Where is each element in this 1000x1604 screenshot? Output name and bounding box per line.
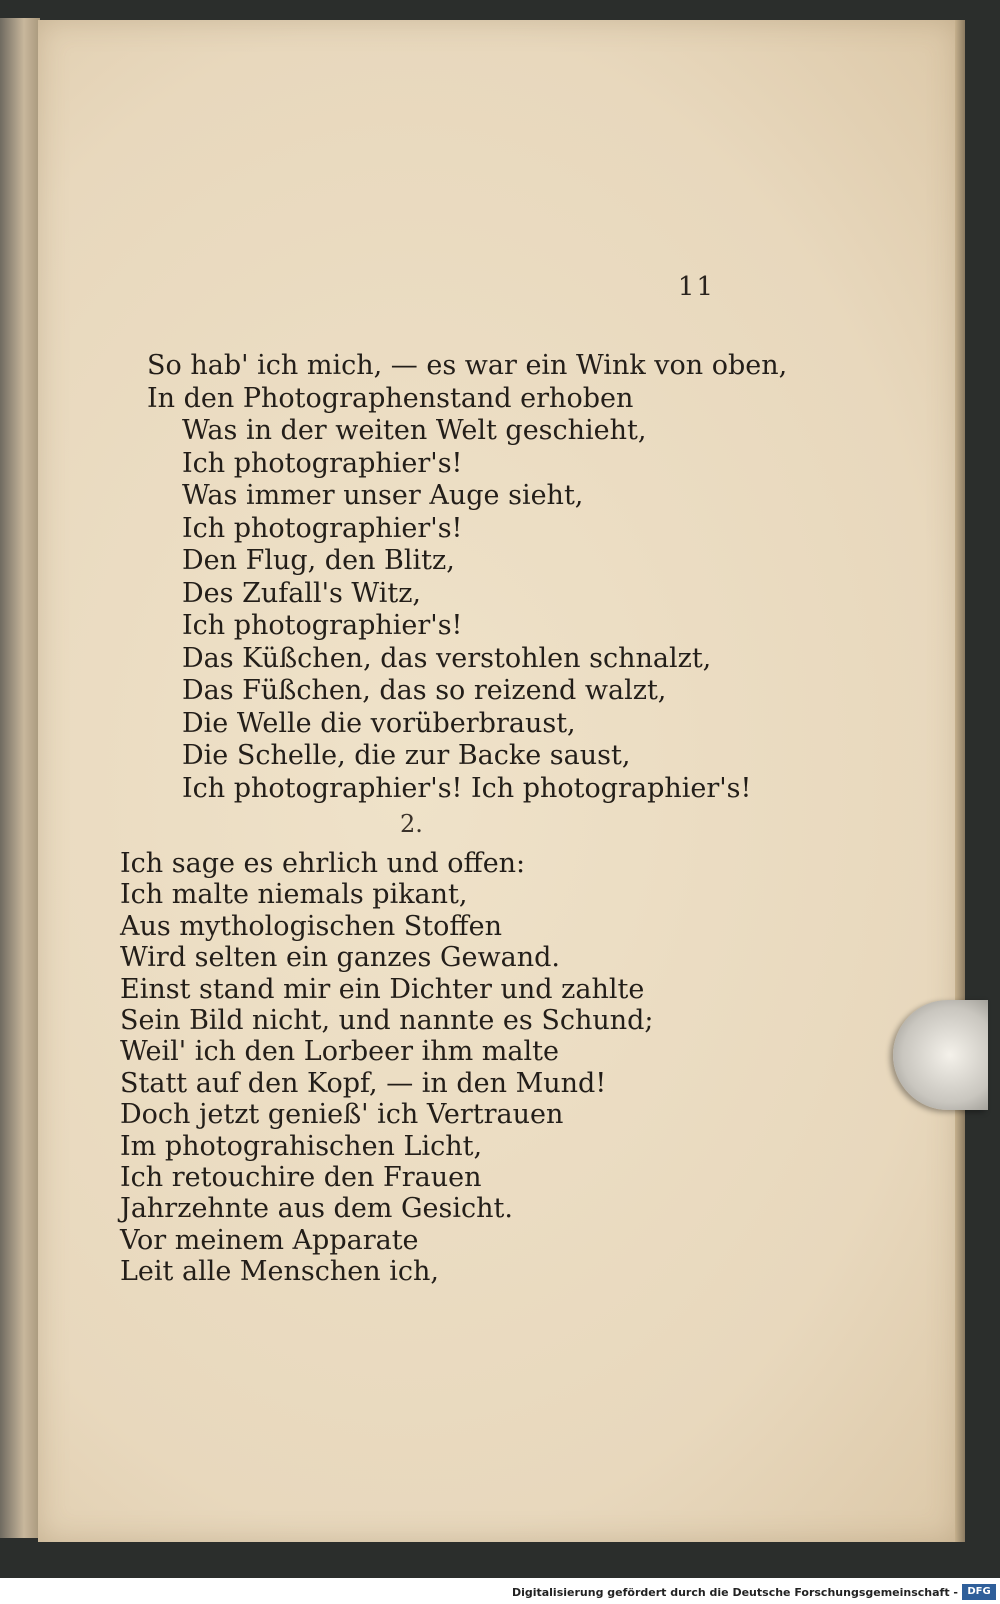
footer-credit: Digitalisierung gefördert durch die Deutsche Forschungsgemeinschaft - [511, 1586, 958, 1599]
poem-line: Sein Bild nicht, und nannte es Schund; [120, 1005, 654, 1037]
poem-line: Ich photographier's! [182, 610, 463, 641]
poem-line: Einst stand mir ein Dichter und zahlte [120, 973, 645, 1005]
poem-line: Ich retouchire den Frauen [120, 1162, 482, 1194]
poem-line: Ich malte niemals pikant, [120, 879, 468, 911]
poem-line: Im photograhischen Licht, [120, 1130, 483, 1162]
poem-line: Leit alle Menschen ich, [120, 1256, 439, 1288]
poem-line: Des Zufall's Witz, [182, 577, 422, 609]
stanza-1 [147, 350, 787, 805]
poem-line: Das Küßchen, das verstohlen schnalzt, [182, 642, 712, 674]
poem-line: So hab' ich mich, — es war ein Wink von oben, [147, 350, 788, 381]
poem-line: Die Welle die vorüberbraust, [182, 707, 576, 739]
footer-bar [0, 1578, 1000, 1604]
poem-line: Was in der weiten Welt geschieht, [182, 415, 647, 446]
poem-line: Ich photographier's! [182, 512, 463, 544]
poem-line: Ich sage es ehrlich und offen: [120, 848, 526, 879]
poem-line: Weil' ich den Lorbeer ihm malte [120, 1036, 559, 1068]
poem-line: Ich photographier's! Ich photographier's! [182, 772, 752, 804]
poem-line: Aus mythologischen Stoffen [120, 910, 502, 942]
poem-line: Ich photographier's! [182, 447, 463, 479]
poem-line: Den Flug, den Blitz, [182, 545, 455, 576]
stanza-2 [120, 848, 654, 1288]
poem-line: Was immer unser Auge sieht, [182, 480, 584, 511]
section-number: 2. [400, 810, 423, 838]
page-edge-right [955, 20, 965, 1542]
page-number: 11 [677, 272, 715, 302]
adjacent-page-edge [0, 18, 40, 1538]
poem-line: Das Füßchen, das so reizend walzt, [182, 675, 667, 706]
poem-line: Jahrzehnte aus dem Gesicht. [120, 1193, 513, 1225]
poem-line: In den Photographenstand erhoben [147, 382, 634, 414]
dfg-logo: DFG [962, 1584, 996, 1600]
poem-line: Statt auf den Kopf, — in den Mund! [120, 1067, 607, 1099]
poem-line: Doch jetzt genieß' ich Vertrauen [120, 1099, 564, 1131]
poem-line: Wird selten ein ganzes Gewand. [120, 942, 560, 974]
poem-line: Vor meinem Apparate [120, 1224, 419, 1256]
poem-line: Die Schelle, die zur Backe saust, [182, 740, 631, 771]
